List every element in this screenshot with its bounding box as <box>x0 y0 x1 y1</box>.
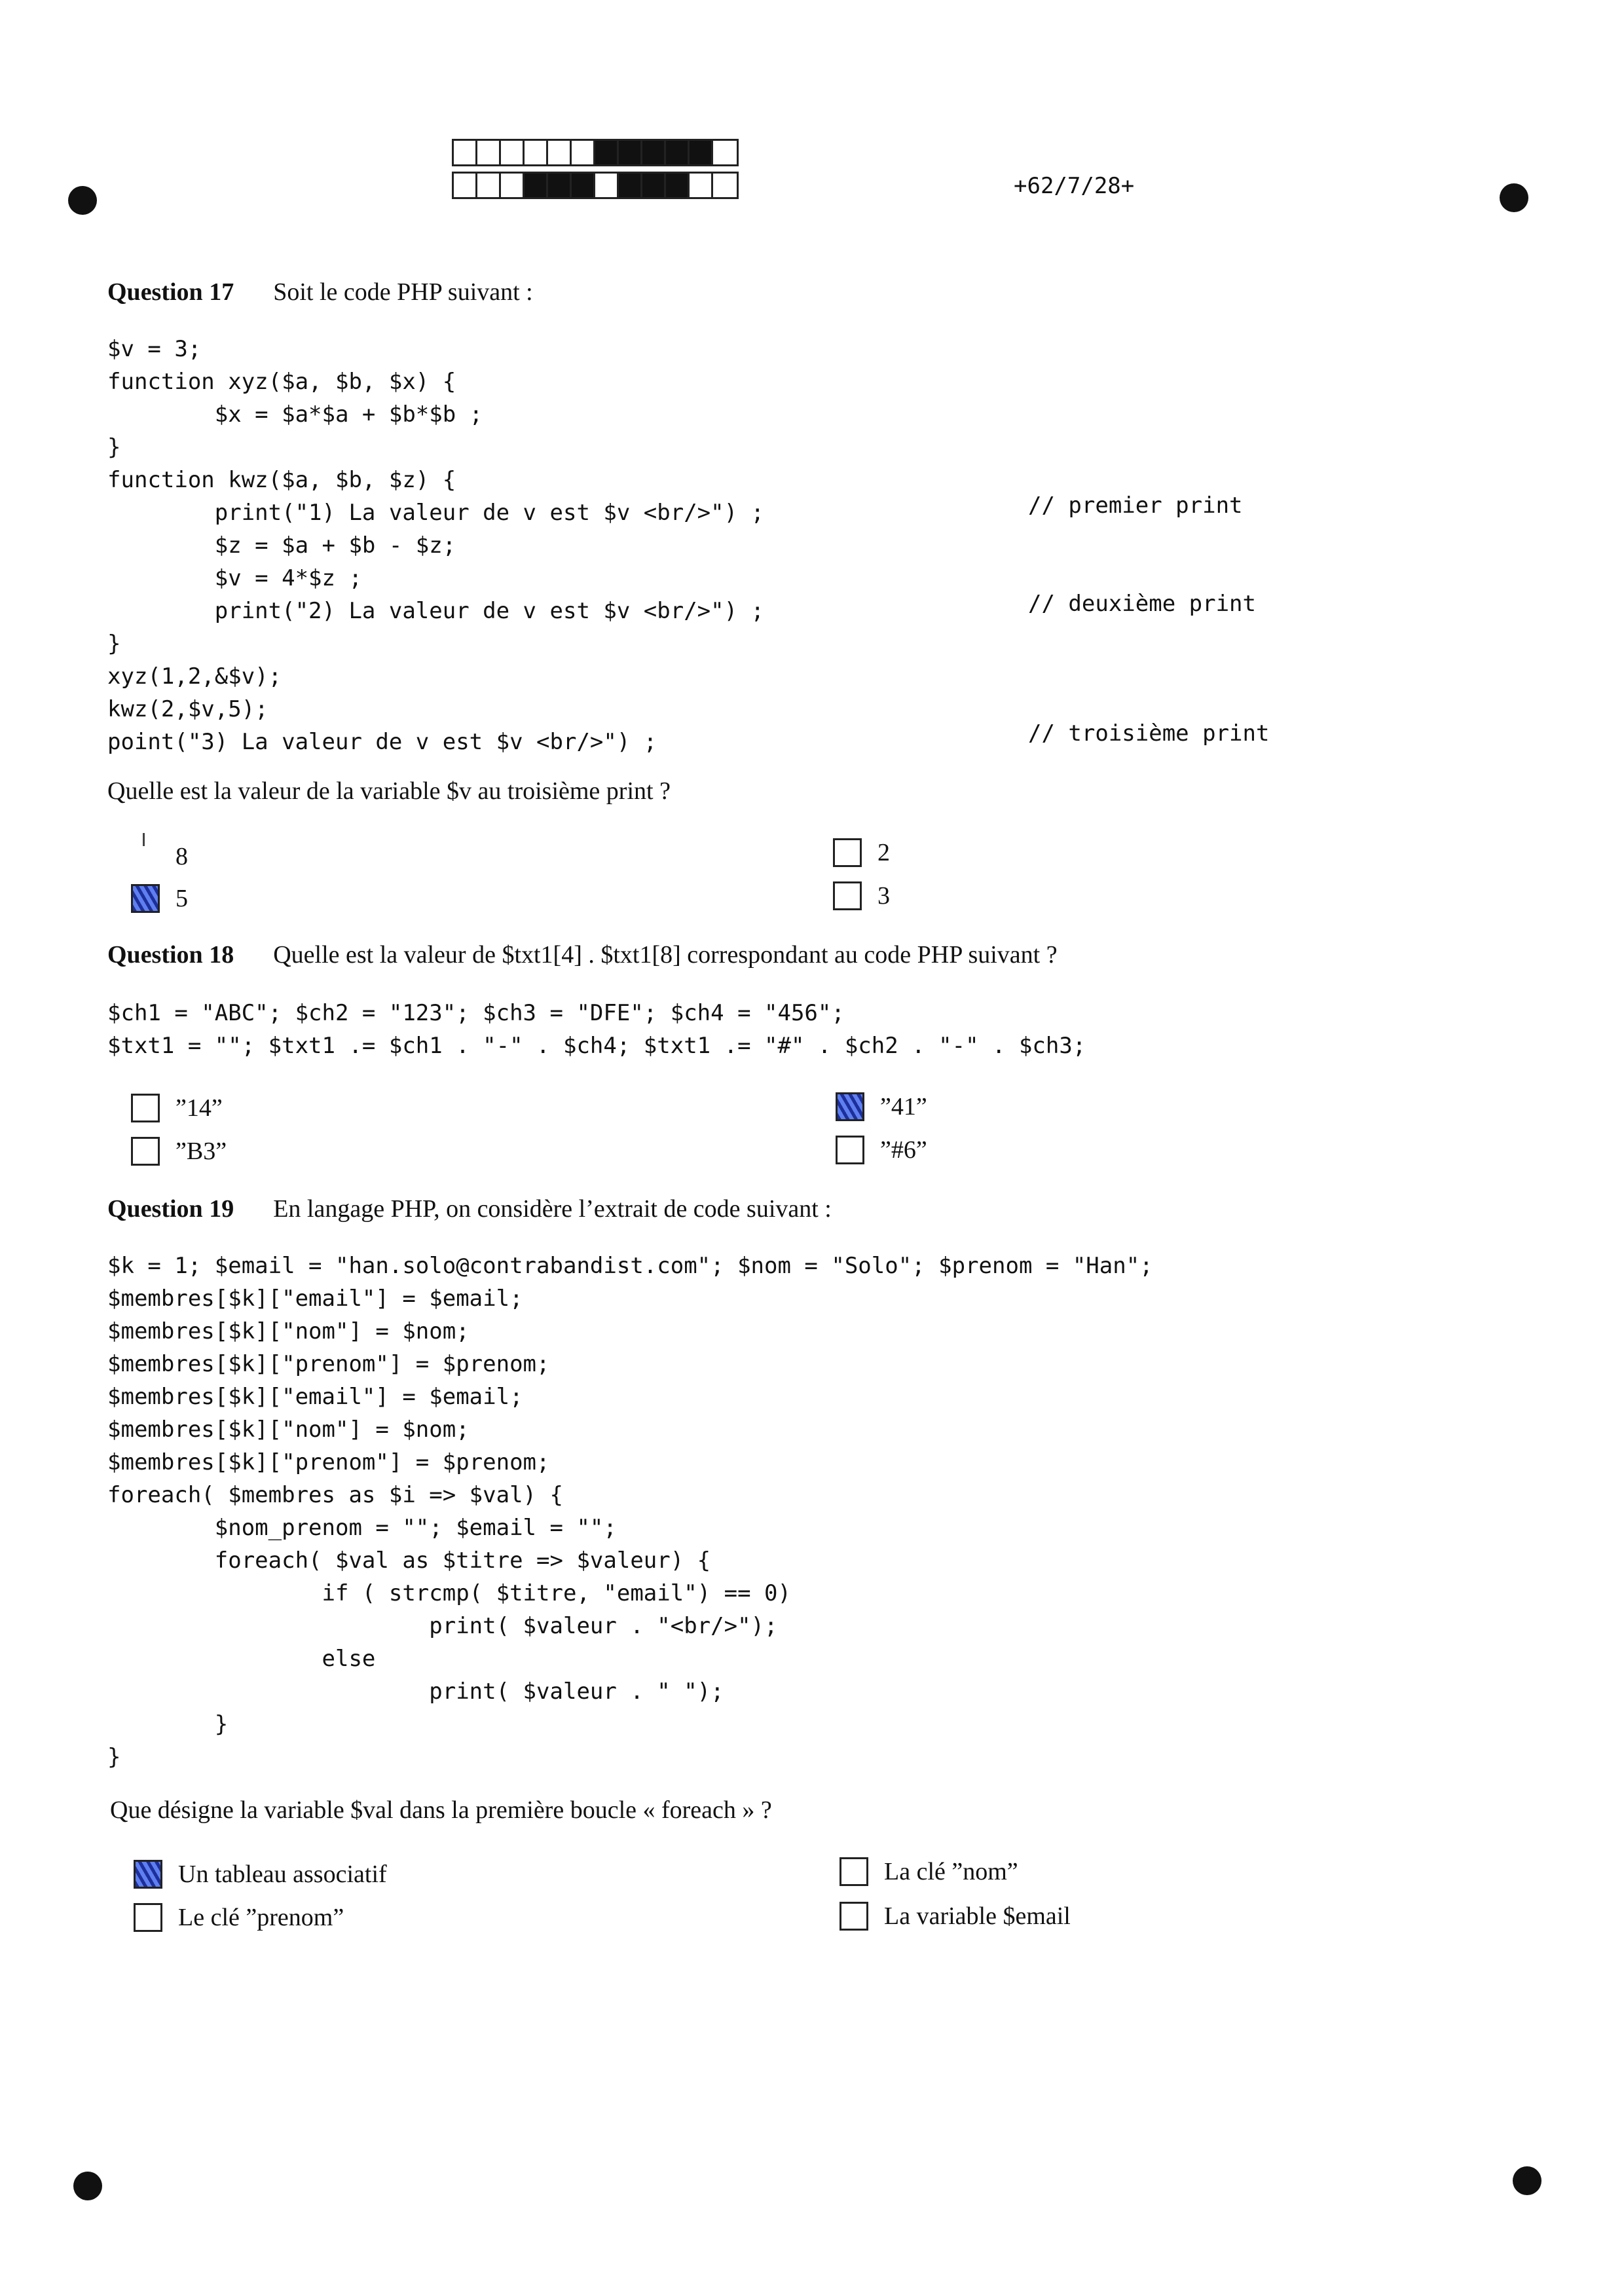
checkbox[interactable] <box>840 1857 868 1886</box>
option-label: ”41” <box>880 1093 927 1120</box>
barcode-cell <box>642 141 666 164</box>
barcode-cell <box>501 141 525 164</box>
option-label: 3 <box>877 882 890 910</box>
q18-option-b3[interactable] <box>131 1137 227 1166</box>
option-label: Un tableau associatif <box>178 1861 387 1888</box>
checkbox-checked[interactable] <box>836 1092 864 1121</box>
checkbox[interactable] <box>836 1136 864 1164</box>
barcode-row-2 <box>452 172 739 199</box>
barcode-cell <box>454 141 477 164</box>
q17-option-5[interactable] <box>131 884 188 913</box>
answer-box[interactable] <box>131 842 160 871</box>
checkbox-checked[interactable] <box>131 884 160 913</box>
barcode-cell <box>666 141 690 164</box>
registration-mark-bottom-right <box>1513 2166 1541 2195</box>
question-number: Question 18 <box>107 941 234 969</box>
question-18-code: $ch1 = "ABC"; $ch2 = "123"; $ch3 = "DFE"; $ch4 = "456"; $txt1 = ""; $txt1 .= $ch1 . "-" . $ch4; $txt1 .= "#" . $ch2 . "-" . $ch3; <box>107 1000 1086 1059</box>
checkbox[interactable] <box>131 1137 160 1166</box>
q19-option-variable-email[interactable] <box>840 1902 1071 1931</box>
question-17-header <box>107 278 533 306</box>
barcode-cell <box>548 174 572 197</box>
q18-option-hash6[interactable] <box>836 1136 927 1164</box>
barcode-cell <box>501 174 525 197</box>
option-label: La variable $email <box>884 1902 1071 1930</box>
question-prompt: En langage PHP, on considère l’extrait de code suivant : <box>273 1195 832 1223</box>
comment-deuxieme-print: // deuxième print <box>1028 591 1256 617</box>
q18-option-41[interactable] <box>836 1092 927 1121</box>
page-id: +62/7/28+ <box>1014 173 1135 199</box>
option-label: 5 <box>175 885 188 912</box>
barcode-cell <box>525 174 548 197</box>
checkbox[interactable] <box>833 881 862 910</box>
option-label: La clé ”nom” <box>884 1858 1018 1885</box>
barcode-cell <box>690 174 713 197</box>
checkbox[interactable] <box>134 1903 162 1932</box>
q19-option-cle-prenom[interactable] <box>134 1903 344 1932</box>
barcode-cell <box>548 141 572 164</box>
q17-option-3[interactable] <box>833 881 890 910</box>
checkbox[interactable] <box>840 1902 868 1931</box>
option-label: Le clé ”prenom” <box>178 1904 344 1931</box>
checkbox-checked[interactable] <box>134 1860 162 1889</box>
barcode-cell <box>713 141 737 164</box>
question-19-ask: Que désigne la variable $val dans la première boucle « foreach » ? <box>110 1796 772 1824</box>
barcode-cell <box>619 174 642 197</box>
barcode-cell <box>619 141 642 164</box>
barcode-cell <box>713 174 737 197</box>
barcode-cell <box>572 141 595 164</box>
option-label: ”B3” <box>175 1138 227 1165</box>
barcode-cell <box>595 141 619 164</box>
barcode-row-1 <box>452 139 739 166</box>
barcode-cell <box>595 174 619 197</box>
q18-option-14[interactable] <box>131 1094 223 1122</box>
q19-option-cle-nom[interactable] <box>840 1857 1018 1886</box>
question-prompt: Soit le code PHP suivant : <box>273 278 533 306</box>
option-label: 2 <box>877 839 890 866</box>
question-prompt: Quelle est la valeur de $txt1[4] . $txt1[8] correspondant au code PHP suivant ? <box>273 941 1058 969</box>
barcode-cell <box>572 174 595 197</box>
registration-mark-top-right <box>1500 183 1528 212</box>
barcode-cell <box>525 141 548 164</box>
barcode-cell <box>454 174 477 197</box>
barcode-cell <box>690 141 713 164</box>
comment-troisieme-print: // troisième print <box>1028 720 1270 747</box>
q17-option-8[interactable] <box>131 842 188 871</box>
barcode-cell <box>642 174 666 197</box>
q17-option-2[interactable] <box>833 838 890 867</box>
option-label: 8 <box>175 843 188 870</box>
option-label: ”#6” <box>880 1136 927 1164</box>
question-number: Question 17 <box>107 278 234 306</box>
checkbox[interactable] <box>833 838 862 867</box>
question-18-header <box>107 940 1058 969</box>
barcode-cell <box>477 174 501 197</box>
registration-mark-top-left <box>68 186 97 215</box>
question-17-code: $v = 3; function xyz($a, $b, $x) { $x = $a*$a + $b*$b ; } function kwz($a, $b, $z) { print("1) La valeur de v est $v <br/>") ; $z = $a + $b - $z; $v = 4*$z ; print("2) La valeur de v est $v <br/>") ; } xyz(1,2,&$v); kwz(2,$v,5); point("3) La valeur de v est $v <br/>") ; <box>107 336 765 755</box>
registration-mark-bottom-left <box>73 2172 102 2200</box>
question-19-header <box>107 1194 832 1223</box>
comment-premier-print: // premier print <box>1028 492 1243 519</box>
question-17-ask: Quelle est la valeur de la variable $v au troisième print ? <box>107 777 671 805</box>
q19-option-tableau-associatif[interactable] <box>134 1860 387 1889</box>
checkbox[interactable] <box>131 1094 160 1122</box>
option-label: ”14” <box>175 1094 223 1122</box>
barcode-cell <box>477 141 501 164</box>
question-19-code: $k = 1; $email = "han.solo@contrabandist.com"; $nom = "Solo"; $prenom = "Han"; $membres[$k]["email"] = $email; $membres[$k]["nom"] = $nom; $membres[$k]["prenom"] = $prenom; $membres[$k]["email"] = $email; $membres[$k]["nom"] = $nom; $membres[$k]["prenom"] = $prenom; foreach( $membres as $i => $val) { $nom_prenom = ""; $email = ""; foreach( $val as $titre => $valeur) { if ( strcmp( $titre, "email") == 0) print( $valeur . "<br/>"); else print( $valeur . " "); } } <box>107 1253 1153 1770</box>
question-number: Question 19 <box>107 1195 234 1223</box>
barcode-cell <box>666 174 690 197</box>
